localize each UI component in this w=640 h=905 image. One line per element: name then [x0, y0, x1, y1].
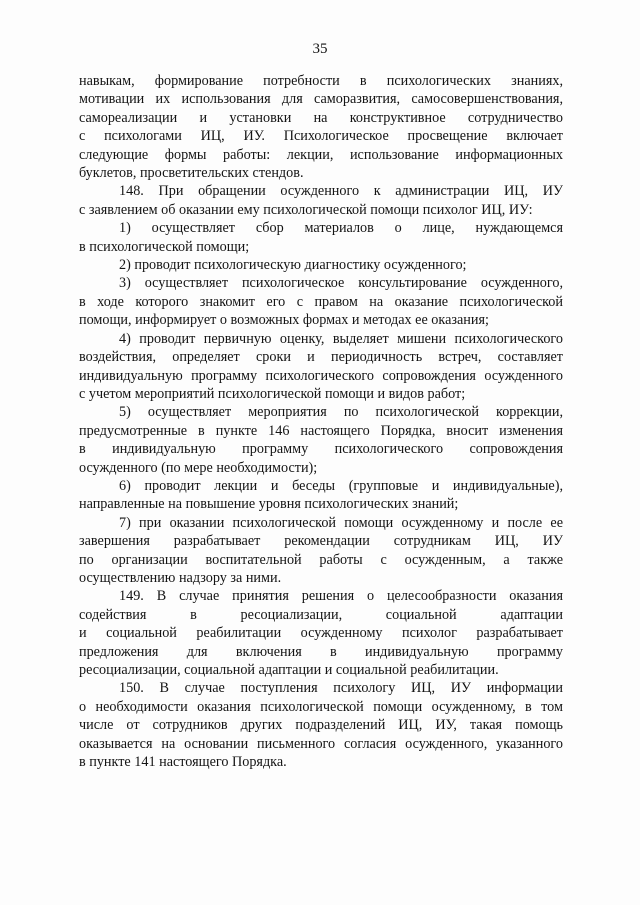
text-line: предусмотренные в пункте 146 настоящего Порядка, вносит изменения — [79, 422, 563, 439]
text-line: и социальной реабилитации осужденному психолог разрабатывает — [79, 625, 563, 642]
text-line: в индивидуальную программу психологического сопровождения — [79, 441, 563, 458]
text-line: с психологами ИЦ, ИУ. Психологическое просвещение включает — [79, 128, 563, 145]
text-line: направленные на повышение уровня психологических знаний; — [79, 496, 459, 513]
paragraph — [79, 587, 563, 679]
paragraph — [79, 219, 563, 256]
text-line: в ходе которого знакомит его с правом на оказание психологической — [79, 293, 563, 310]
text-line: 1) осуществляет сбор материалов о лице, нуждающемся — [119, 220, 563, 237]
paragraph — [79, 514, 563, 588]
paragraph — [79, 403, 563, 477]
text-line: 4) проводит первичную оценку, выделяет мишени психологического — [119, 330, 563, 347]
document-body — [79, 72, 563, 771]
text-line: 149. В случае принятия решения о целесообразности оказания — [119, 588, 563, 605]
text-line: 3) осуществляет психологическое консультирование осужденного, — [119, 275, 563, 292]
text-line: осуществлению надзору за ними. — [79, 569, 282, 586]
text-line: 7) при оказании психологической помощи осужденному и после ее — [119, 514, 563, 531]
text-line: с заявлением об оказании ему психологической помощи психолог ИЦ, ИУ: — [79, 201, 533, 218]
text-line: 148. При обращении осужденного к администрации ИЦ, ИУ — [119, 183, 563, 200]
text-line: мотивации их использования для саморазвития, самосовершенствования, — [79, 91, 563, 108]
text-line: следующие формы работы: лекции, использование информационных — [79, 146, 563, 163]
text-line: индивидуальную программу психологического сопровождения осужденного — [79, 367, 563, 384]
text-line: воздействия, определяет сроки и периодичность встреч, составляет — [79, 349, 563, 366]
text-line: 150. В случае поступления психологу ИЦ, ИУ информации — [119, 680, 563, 697]
paragraph — [79, 72, 563, 182]
text-line: ресоциализации, социальной адаптации и социальной реабилитации. — [79, 662, 499, 678]
text-line: самореализации и установки на конструктивное сотрудничество — [79, 109, 563, 126]
text-line: буклетов, просветительских стендов. — [79, 165, 304, 182]
paragraph — [79, 679, 563, 771]
paragraph — [79, 256, 563, 274]
page-number: 35 — [312, 41, 328, 57]
text-line: 5) осуществляет мероприятия по психологической коррекции, — [119, 404, 563, 421]
paragraph — [79, 182, 563, 219]
text-line: о необходимости оказания психологической помощи осужденному, в том — [79, 698, 563, 715]
text-line: с учетом мероприятий психологической помощи и видов работ; — [79, 385, 466, 402]
text-line: 2) проводит психологическую диагностику осужденного; — [119, 257, 467, 274]
paragraph — [79, 477, 563, 514]
paragraph — [79, 274, 563, 329]
text-line: оказывается на основании письменного согласия осужденного, указанного — [79, 735, 563, 752]
text-line: осужденного (по мере необходимости); — [79, 459, 318, 476]
text-line: по организации воспитательной работы с осужденным, а также — [79, 551, 563, 568]
text-line: 6) проводит лекции и беседы (групповые и индивидуальные), — [119, 477, 563, 494]
text-line: помощи, информирует о возможных формах и методах ее оказания; — [79, 312, 489, 329]
text-line: завершения разрабатывает рекомендации сотрудникам ИЦ, ИУ — [79, 533, 563, 550]
text-line: в психологической помощи; — [79, 238, 250, 255]
text-line: навыкам, формирование потребности в психологических знаниях, — [79, 73, 563, 89]
text-line: числе от сотрудников других подразделений ИЦ, ИУ, такая помощь — [79, 717, 563, 734]
paragraph — [79, 330, 563, 404]
text-line: в пункте 141 настоящего Порядка. — [79, 754, 287, 771]
text-line: содействия в ресоциализации, социальной адаптации — [79, 606, 563, 623]
text-line: предложения для включения в индивидуальную программу — [79, 643, 563, 660]
